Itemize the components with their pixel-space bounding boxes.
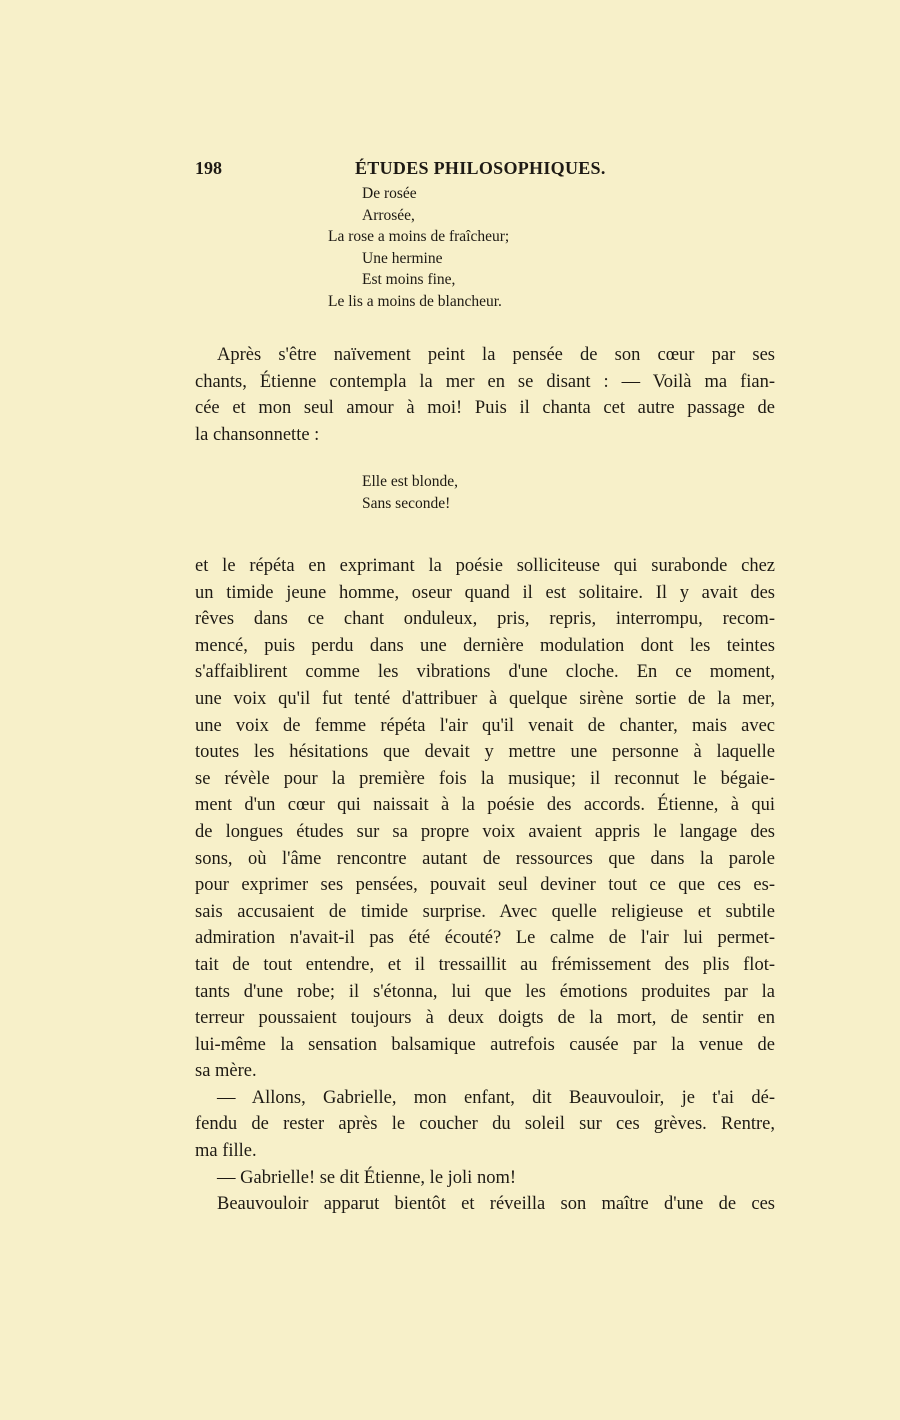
text-line: sons, où l'âme rencontre autant de ressources que dans la parole — [195, 848, 775, 869]
text-line: — Gabrielle! se dit Étienne, le joli nom! — [217, 1167, 516, 1188]
text-line: fendu de rester après le coucher du soleil sur ces grèves. Rentre, — [195, 1114, 775, 1135]
verse-line: Est moins fine, — [362, 271, 456, 289]
text-line: un timide jeune homme, oseur quand il est solitaire. Il y avait des — [195, 582, 775, 603]
text-line: cée et mon seul amour à moi! Puis il chanta cet autre passage de — [195, 398, 775, 419]
text-line: sais accusaient de timide surprise. Avec quelle religieuse et subtile — [195, 901, 775, 922]
running-title: ÉTUDES PHILOSOPHIQUES. — [355, 158, 606, 178]
verse-line: Elle est blonde, — [362, 473, 458, 490]
text-line: — Allons, Gabrielle, mon enfant, dit Beauvouloir, je t'ai dé- — [217, 1087, 775, 1108]
text-line: une voix de femme répéta l'air qu'il venait de chanter, mais avec — [195, 715, 775, 736]
text-line: ma fille. — [195, 1141, 257, 1162]
text-line: ment d'un cœur qui naissait à la poésie des accords. Étienne, à qui — [195, 795, 775, 816]
paragraph-1 — [195, 342, 775, 448]
verse-line: Sans seconde! — [362, 494, 451, 512]
text-line: Après s'être naïvement peint la pensée de son cœur par ses — [217, 345, 775, 365]
text-line: lui-même la sensation balsamique autrefois causée par la venue de — [195, 1034, 775, 1055]
verse-line: Le lis a moins de blancheur. — [328, 292, 502, 310]
text-line: toutes les hésitations que devait y mettre une personne à laquelle — [195, 742, 775, 763]
verse-line: Arrosée, — [362, 206, 415, 224]
running-header — [195, 158, 775, 182]
text-line: la chansonnette : — [195, 424, 320, 445]
page-number: 198 — [195, 158, 222, 178]
text-line: Beauvouloir apparut bientôt et réveilla son maître d'une de ces — [217, 1194, 775, 1215]
text-line: sa mère. — [195, 1061, 257, 1082]
text-line: chants, Étienne contempla la mer en se disant : — Voilà ma fian- — [195, 371, 775, 392]
paragraph-2 — [195, 553, 775, 1218]
verse-line: De rosée — [362, 185, 417, 202]
text-line: mencé, puis perdu dans une dernière modulation dont les teintes — [195, 635, 775, 656]
text-line: tait de tout entendre, et il tressaillit au frémissement des plis flot- — [195, 954, 775, 975]
text-line: se révèle pour la première fois la musique; il reconnut le bégaie- — [195, 768, 775, 789]
verse-stanza-1 — [328, 183, 509, 313]
text-line: rêves dans ce chant onduleux, pris, repris, interrompu, recom- — [195, 609, 775, 630]
text-line: tants d'une robe; il s'étonna, lui que les émotions produites par la — [195, 981, 775, 1002]
text-line: de longues études sur sa propre voix avaient appris le langage des — [195, 821, 775, 842]
verse-line: La rose a moins de fraîcheur; — [328, 228, 510, 246]
verse-stanza-2 — [362, 471, 458, 514]
text-line: une voix qu'il fut tenté d'attribuer à quelque sirène sortie de la mer, — [195, 688, 775, 709]
text-line: pour exprimer ses pensées, pouvait seul deviner tout ce que ces es- — [195, 875, 775, 896]
text-line: admiration n'avait-il pas été écouté? Le calme de l'air lui permet- — [195, 928, 775, 949]
text-line: s'affaiblirent comme les vibrations d'une cloche. En ce moment, — [195, 662, 775, 683]
text-line: et le répéta en exprimant la poésie solliciteuse qui surabonde chez — [195, 556, 775, 576]
text-line: terreur poussaient toujours à deux doigts de la mort, de sentir en — [195, 1008, 775, 1029]
verse-line: Une hermine — [362, 249, 443, 267]
